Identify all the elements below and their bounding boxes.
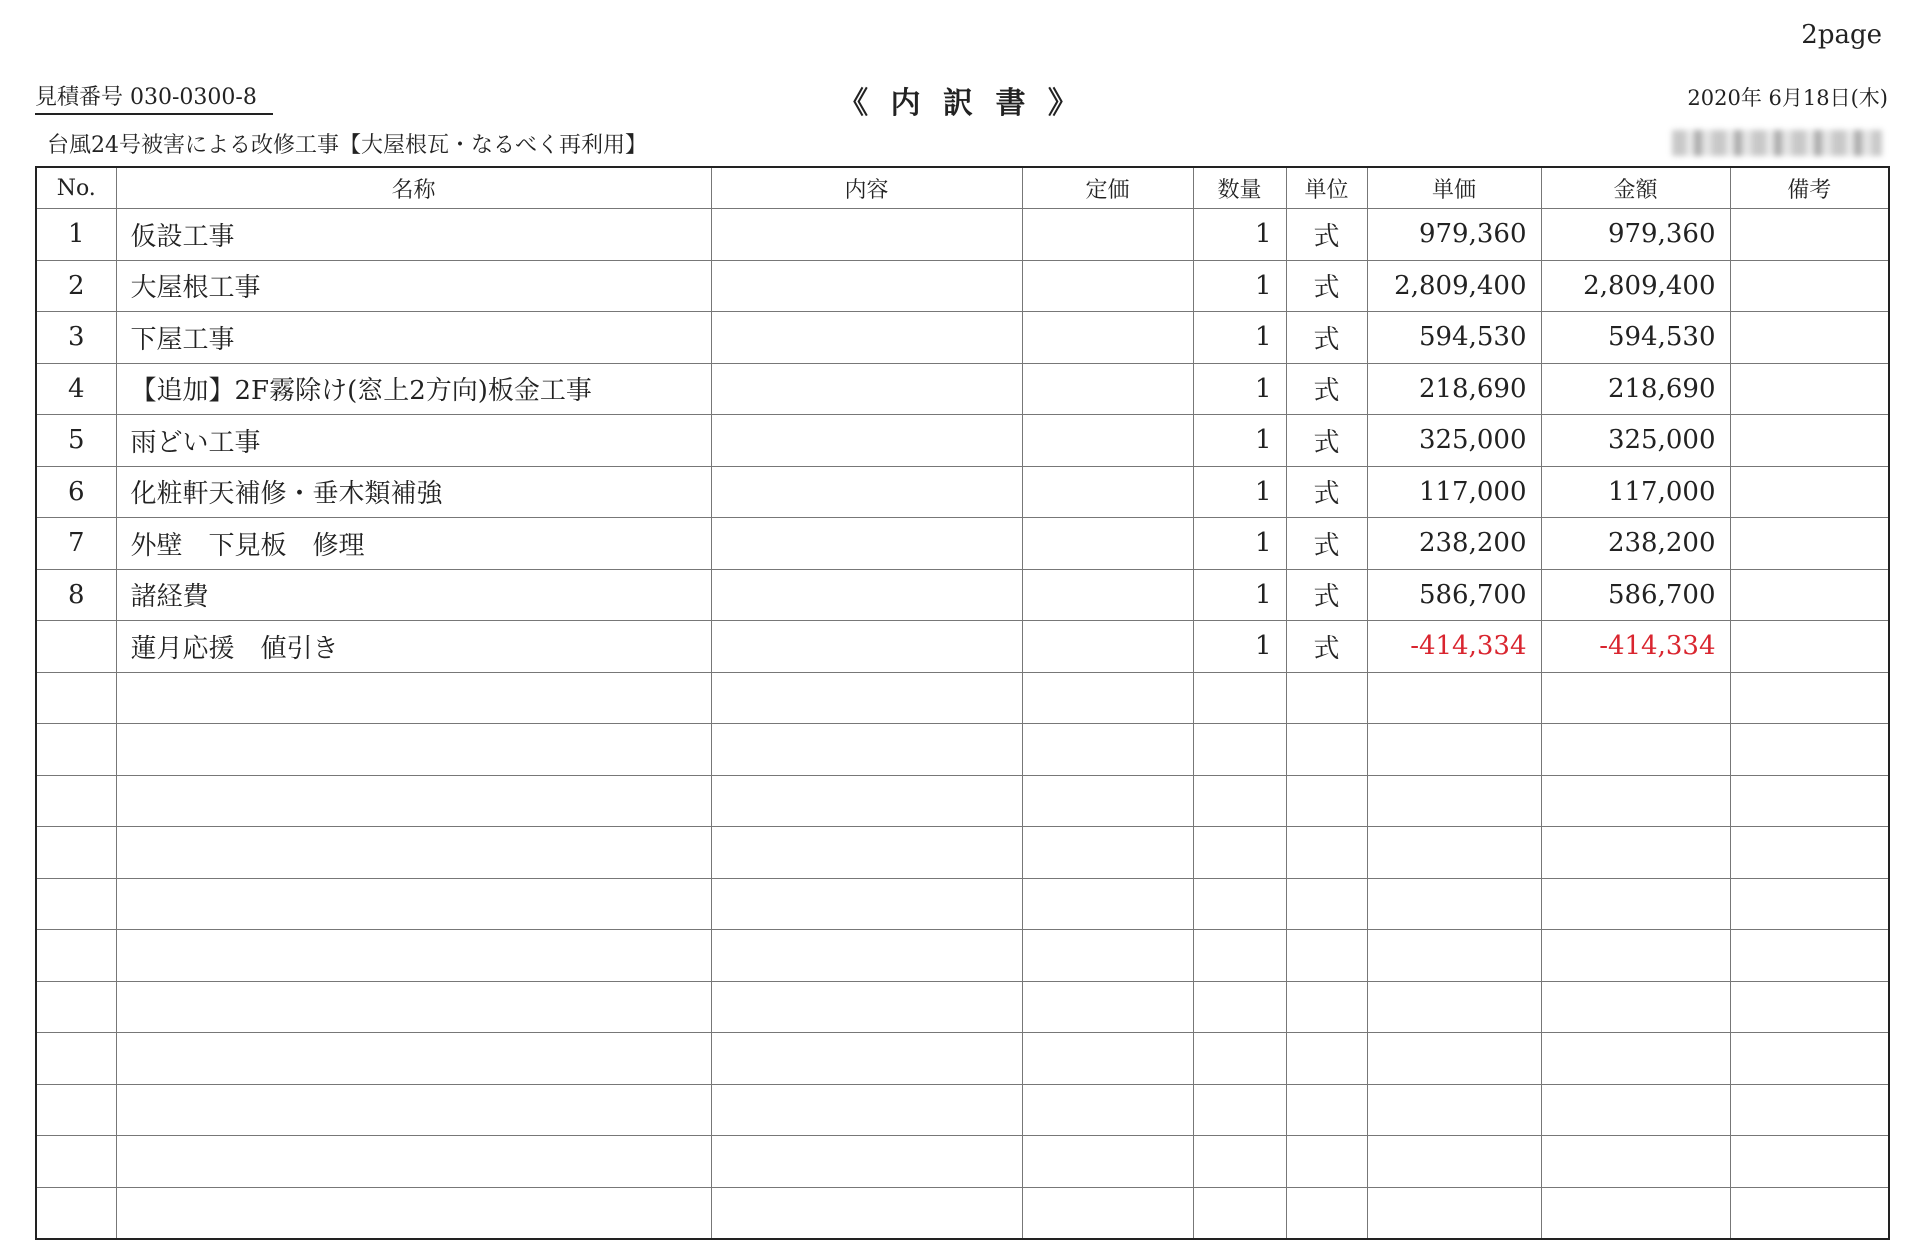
empty-cell <box>1730 724 1889 776</box>
empty-cell <box>36 775 116 827</box>
item-content <box>711 260 1022 312</box>
item-remarks <box>1730 260 1889 312</box>
empty-table-row <box>36 981 1889 1033</box>
empty-cell <box>1193 1033 1286 1085</box>
empty-cell <box>1193 827 1286 879</box>
table-body <box>36 209 1889 1239</box>
item-content <box>711 621 1022 673</box>
empty-cell <box>116 1033 711 1085</box>
empty-cell <box>1367 827 1541 879</box>
col-header-amount: 金額 <box>1541 167 1730 209</box>
empty-table-row <box>36 1084 1889 1136</box>
empty-cell <box>711 981 1022 1033</box>
col-header-unit: 単位 <box>1286 167 1367 209</box>
item-name: 仮設工事 <box>116 209 711 261</box>
empty-cell <box>116 981 711 1033</box>
item-unit: 式 <box>1286 260 1367 312</box>
empty-cell <box>711 1136 1022 1188</box>
page-number-label: 2page <box>1801 20 1882 50</box>
item-remarks <box>1730 518 1889 570</box>
document-title: 《 内 訳 書 》 <box>838 86 1084 121</box>
item-name: 化粧軒天補修・垂木類補強 <box>116 466 711 518</box>
item-amount: 325,000 <box>1541 415 1730 467</box>
item-quantity: 1 <box>1193 415 1286 467</box>
empty-cell <box>1367 724 1541 776</box>
empty-cell <box>1730 930 1889 982</box>
empty-cell <box>711 878 1022 930</box>
item-list-price <box>1022 209 1193 261</box>
empty-cell <box>116 878 711 930</box>
empty-cell <box>1367 930 1541 982</box>
item-unit: 式 <box>1286 569 1367 621</box>
item-name: 蓮月応援 値引き <box>116 621 711 673</box>
empty-cell <box>1541 981 1730 1033</box>
redacted-company-info <box>1672 130 1882 156</box>
empty-table-row <box>36 878 1889 930</box>
table-row <box>36 260 1889 312</box>
empty-cell <box>36 672 116 724</box>
empty-cell <box>1730 775 1889 827</box>
item-amount: 218,690 <box>1541 363 1730 415</box>
empty-cell <box>1286 827 1367 879</box>
table-row <box>36 312 1889 364</box>
empty-cell <box>1730 1033 1889 1085</box>
item-quantity: 1 <box>1193 260 1286 312</box>
empty-cell <box>711 1033 1022 1085</box>
empty-cell <box>36 878 116 930</box>
empty-cell <box>1022 878 1193 930</box>
item-remarks <box>1730 363 1889 415</box>
empty-cell <box>1286 724 1367 776</box>
empty-table-row <box>36 1033 1889 1085</box>
empty-cell <box>1367 1033 1541 1085</box>
item-unit: 式 <box>1286 312 1367 364</box>
item-quantity: 1 <box>1193 569 1286 621</box>
empty-cell <box>1730 672 1889 724</box>
empty-cell <box>1193 878 1286 930</box>
item-remarks <box>1730 466 1889 518</box>
item-content <box>711 415 1022 467</box>
empty-cell <box>1286 672 1367 724</box>
empty-cell <box>1193 724 1286 776</box>
empty-cell <box>116 1084 711 1136</box>
col-header-quantity: 数量 <box>1193 167 1286 209</box>
item-amount: 238,200 <box>1541 518 1730 570</box>
empty-cell <box>1022 724 1193 776</box>
item-content <box>711 209 1022 261</box>
empty-cell <box>1193 1084 1286 1136</box>
table-row <box>36 518 1889 570</box>
empty-cell <box>1286 930 1367 982</box>
empty-cell <box>1022 1136 1193 1188</box>
row-number: 4 <box>36 363 116 415</box>
item-amount: 979,360 <box>1541 209 1730 261</box>
row-number: 2 <box>36 260 116 312</box>
item-remarks <box>1730 209 1889 261</box>
document-date: 2020年 6月18日(木) <box>1687 86 1888 110</box>
empty-table-row <box>36 1187 1889 1239</box>
row-number: 7 <box>36 518 116 570</box>
col-header-unit-price: 単価 <box>1367 167 1541 209</box>
item-amount: 2,809,400 <box>1541 260 1730 312</box>
item-remarks <box>1730 621 1889 673</box>
empty-cell <box>1022 827 1193 879</box>
item-content <box>711 518 1022 570</box>
empty-cell <box>711 827 1022 879</box>
empty-cell <box>1193 1187 1286 1239</box>
empty-cell <box>1730 1136 1889 1188</box>
empty-cell <box>711 1187 1022 1239</box>
empty-cell <box>1541 775 1730 827</box>
item-unit-price: 117,000 <box>1367 466 1541 518</box>
empty-table-row <box>36 930 1889 982</box>
item-content <box>711 569 1022 621</box>
table-row <box>36 466 1889 518</box>
col-header-name: 名称 <box>116 167 711 209</box>
item-name: 大屋根工事 <box>116 260 711 312</box>
empty-cell <box>116 1187 711 1239</box>
item-list-price <box>1022 363 1193 415</box>
empty-cell <box>36 930 116 982</box>
empty-cell <box>1367 672 1541 724</box>
item-name: 外壁 下見板 修理 <box>116 518 711 570</box>
table-row <box>36 621 1889 673</box>
empty-cell <box>116 930 711 982</box>
empty-cell <box>116 724 711 776</box>
empty-cell <box>1022 981 1193 1033</box>
empty-cell <box>1286 775 1367 827</box>
empty-cell <box>36 1084 116 1136</box>
project-name: 台風24号被害による改修工事【大屋根瓦・なるべく再利用】 <box>47 133 647 158</box>
item-remarks <box>1730 312 1889 364</box>
empty-cell <box>1730 1187 1889 1239</box>
empty-cell <box>1730 1084 1889 1136</box>
empty-cell <box>711 724 1022 776</box>
item-name: 【追加】2F霧除け(窓上2方向)板金工事 <box>116 363 711 415</box>
empty-cell <box>36 1136 116 1188</box>
item-unit-price: 325,000 <box>1367 415 1541 467</box>
item-unit-price: 238,200 <box>1367 518 1541 570</box>
table-header-row <box>36 167 1889 209</box>
empty-cell <box>36 1033 116 1085</box>
row-number: 1 <box>36 209 116 261</box>
col-header-list-price: 定価 <box>1022 167 1193 209</box>
empty-cell <box>1286 1187 1367 1239</box>
item-list-price <box>1022 569 1193 621</box>
item-content <box>711 363 1022 415</box>
item-unit-price: 2,809,400 <box>1367 260 1541 312</box>
empty-cell <box>1286 878 1367 930</box>
table-row <box>36 415 1889 467</box>
item-unit: 式 <box>1286 518 1367 570</box>
item-unit: 式 <box>1286 415 1367 467</box>
item-unit: 式 <box>1286 209 1367 261</box>
item-remarks <box>1730 415 1889 467</box>
item-unit-price: 979,360 <box>1367 209 1541 261</box>
empty-cell <box>711 775 1022 827</box>
empty-cell <box>116 672 711 724</box>
table-row <box>36 569 1889 621</box>
item-unit-price: 218,690 <box>1367 363 1541 415</box>
empty-table-row <box>36 827 1889 879</box>
empty-cell <box>1286 981 1367 1033</box>
item-unit: 式 <box>1286 621 1367 673</box>
item-list-price <box>1022 260 1193 312</box>
item-list-price <box>1022 621 1193 673</box>
empty-table-row <box>36 724 1889 776</box>
empty-cell <box>36 1187 116 1239</box>
empty-cell <box>36 981 116 1033</box>
empty-table-row <box>36 672 1889 724</box>
item-quantity: 1 <box>1193 621 1286 673</box>
item-quantity: 1 <box>1193 312 1286 364</box>
empty-table-row <box>36 1136 1889 1188</box>
empty-cell <box>1193 775 1286 827</box>
estimate-number: 見積番号 030-0300-8 <box>35 80 273 115</box>
empty-cell <box>1541 1033 1730 1085</box>
item-amount: 117,000 <box>1541 466 1730 518</box>
item-list-price <box>1022 312 1193 364</box>
table-row <box>36 363 1889 415</box>
empty-cell <box>1022 1084 1193 1136</box>
empty-cell <box>1022 1187 1193 1239</box>
empty-cell <box>1730 827 1889 879</box>
item-name: 下屋工事 <box>116 312 711 364</box>
row-number: 8 <box>36 569 116 621</box>
empty-cell <box>1193 1136 1286 1188</box>
empty-cell <box>1022 672 1193 724</box>
empty-cell <box>1541 1084 1730 1136</box>
empty-cell <box>1541 878 1730 930</box>
item-list-price <box>1022 415 1193 467</box>
item-name: 諸経費 <box>116 569 711 621</box>
row-number: 6 <box>36 466 116 518</box>
empty-cell <box>1541 724 1730 776</box>
row-number <box>36 621 116 673</box>
item-remarks <box>1730 569 1889 621</box>
empty-cell <box>1286 1084 1367 1136</box>
item-content <box>711 312 1022 364</box>
empty-cell <box>1367 775 1541 827</box>
empty-cell <box>711 672 1022 724</box>
item-unit-price: -414,334 <box>1367 621 1541 673</box>
empty-cell <box>711 930 1022 982</box>
empty-cell <box>1193 672 1286 724</box>
item-quantity: 1 <box>1193 466 1286 518</box>
empty-cell <box>1730 981 1889 1033</box>
empty-table-row <box>36 775 1889 827</box>
empty-cell <box>1286 1136 1367 1188</box>
empty-cell <box>1193 930 1286 982</box>
empty-cell <box>1286 1033 1367 1085</box>
empty-cell <box>711 1084 1022 1136</box>
item-name: 雨どい工事 <box>116 415 711 467</box>
item-amount: -414,334 <box>1541 621 1730 673</box>
row-number: 3 <box>36 312 116 364</box>
item-unit: 式 <box>1286 363 1367 415</box>
empty-cell <box>116 827 711 879</box>
empty-cell <box>1367 1187 1541 1239</box>
empty-cell <box>1367 878 1541 930</box>
empty-cell <box>1367 1136 1541 1188</box>
item-unit-price: 586,700 <box>1367 569 1541 621</box>
empty-cell <box>1541 930 1730 982</box>
item-quantity: 1 <box>1193 363 1286 415</box>
empty-cell <box>36 827 116 879</box>
item-list-price <box>1022 518 1193 570</box>
col-header-no: No. <box>36 167 116 209</box>
empty-cell <box>1022 930 1193 982</box>
empty-cell <box>1022 775 1193 827</box>
table-row <box>36 209 1889 261</box>
col-header-remarks: 備考 <box>1730 167 1889 209</box>
item-content <box>711 466 1022 518</box>
empty-cell <box>1367 1084 1541 1136</box>
item-quantity: 1 <box>1193 209 1286 261</box>
empty-cell <box>1541 1136 1730 1188</box>
empty-cell <box>1541 672 1730 724</box>
item-list-price <box>1022 466 1193 518</box>
empty-cell <box>1541 1187 1730 1239</box>
empty-cell <box>1730 878 1889 930</box>
empty-cell <box>116 775 711 827</box>
empty-cell <box>1367 981 1541 1033</box>
empty-cell <box>116 1136 711 1188</box>
item-amount: 594,530 <box>1541 312 1730 364</box>
estimate-breakdown-table <box>35 166 1890 1240</box>
item-quantity: 1 <box>1193 518 1286 570</box>
item-amount: 586,700 <box>1541 569 1730 621</box>
empty-cell <box>1193 981 1286 1033</box>
empty-cell <box>1541 827 1730 879</box>
empty-cell <box>36 724 116 776</box>
item-unit: 式 <box>1286 466 1367 518</box>
row-number: 5 <box>36 415 116 467</box>
empty-cell <box>1022 1033 1193 1085</box>
item-unit-price: 594,530 <box>1367 312 1541 364</box>
col-header-content: 内容 <box>711 167 1022 209</box>
